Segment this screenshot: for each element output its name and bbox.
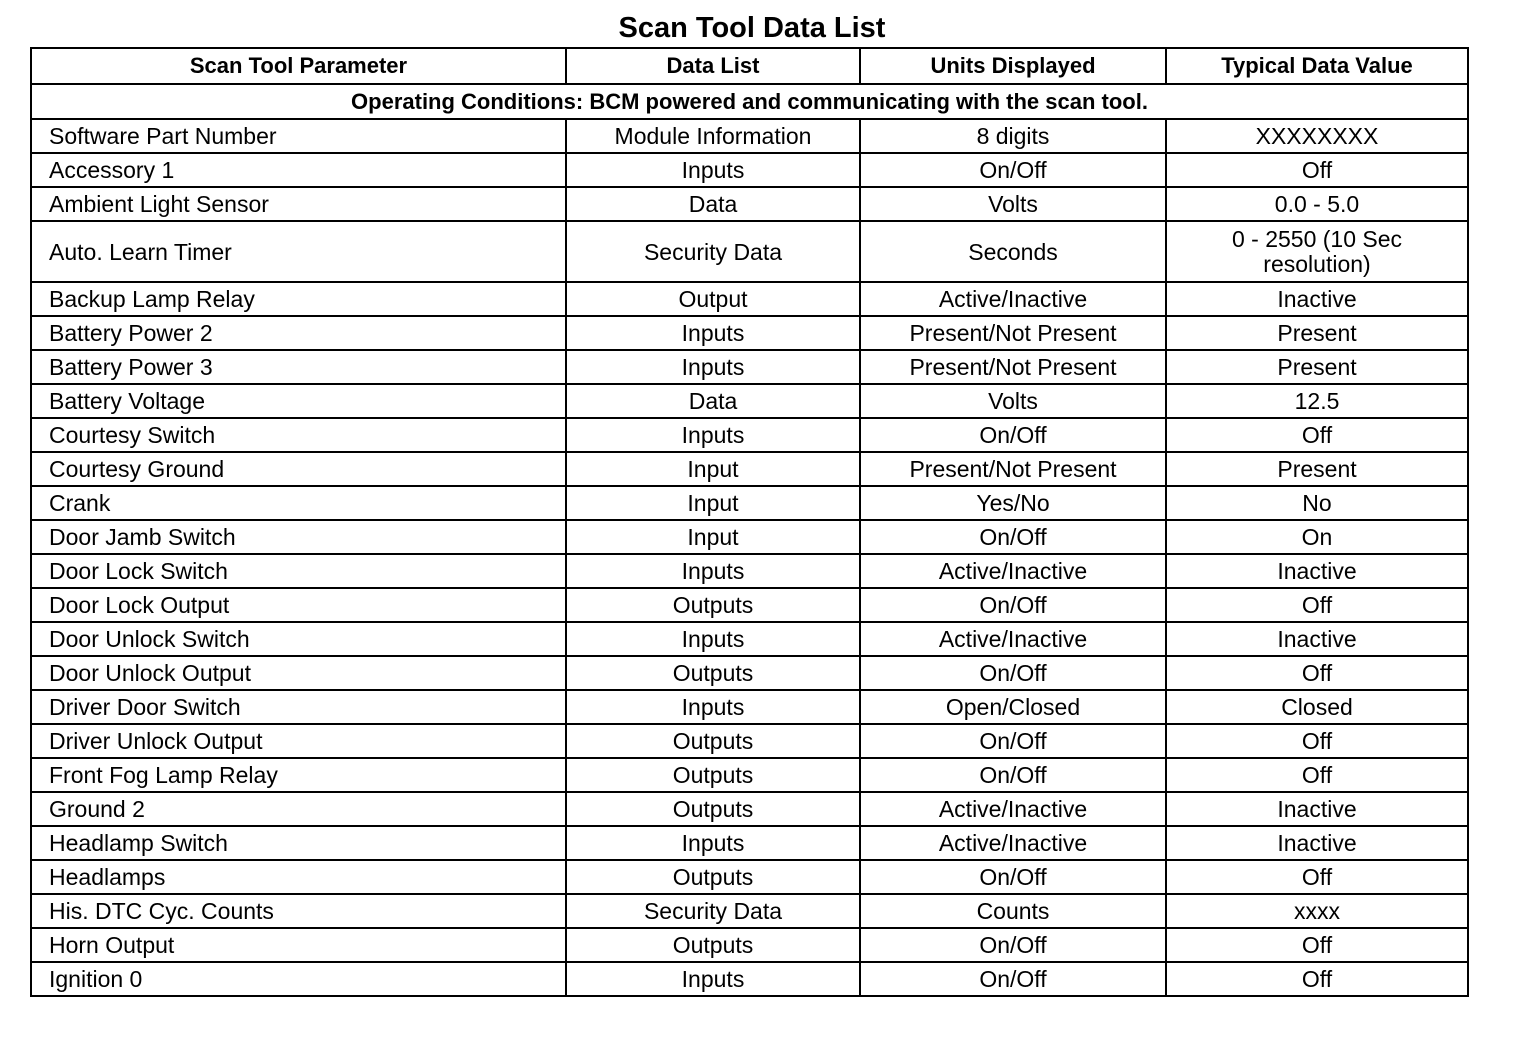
units-cell: On/Off bbox=[860, 656, 1166, 690]
data-list-cell: Output bbox=[566, 282, 860, 316]
data-list-cell: Inputs bbox=[566, 418, 860, 452]
table-row bbox=[31, 690, 1468, 724]
units-cell: Yes/No bbox=[860, 486, 1166, 520]
typical-value-cell: Present bbox=[1166, 316, 1468, 350]
operating-conditions-row bbox=[31, 84, 1468, 119]
data-list-cell: Data bbox=[566, 187, 860, 221]
units-cell: Present/Not Present bbox=[860, 350, 1166, 384]
data-list-cell: Module Information bbox=[566, 119, 860, 153]
data-list-cell: Security Data bbox=[566, 221, 860, 282]
data-list-cell: Outputs bbox=[566, 758, 860, 792]
typical-value-cell: Off bbox=[1166, 588, 1468, 622]
table-row bbox=[31, 486, 1468, 520]
data-list-cell: Security Data bbox=[566, 894, 860, 928]
table-row bbox=[31, 221, 1468, 282]
units-cell: Active/Inactive bbox=[860, 282, 1166, 316]
parameter-cell: Battery Power 2 bbox=[31, 316, 566, 350]
units-cell: On/Off bbox=[860, 928, 1166, 962]
units-cell: On/Off bbox=[860, 520, 1166, 554]
typical-value-cell: Off bbox=[1166, 724, 1468, 758]
data-list-cell: Input bbox=[566, 486, 860, 520]
parameter-cell: Ignition 0 bbox=[31, 962, 566, 996]
data-list-cell: Outputs bbox=[566, 588, 860, 622]
units-cell: Active/Inactive bbox=[860, 554, 1166, 588]
parameter-cell: Accessory 1 bbox=[31, 153, 566, 187]
data-list-cell: Input bbox=[566, 520, 860, 554]
table-row bbox=[31, 119, 1468, 153]
typical-value-cell: No bbox=[1166, 486, 1468, 520]
header-row bbox=[31, 48, 1468, 84]
parameter-cell: Door Unlock Output bbox=[31, 656, 566, 690]
parameter-cell: Battery Power 3 bbox=[31, 350, 566, 384]
data-list-cell: Outputs bbox=[566, 656, 860, 690]
parameter-cell: Door Unlock Switch bbox=[31, 622, 566, 656]
table-row bbox=[31, 153, 1468, 187]
units-cell: Counts bbox=[860, 894, 1166, 928]
parameter-cell: Horn Output bbox=[31, 928, 566, 962]
units-cell: Open/Closed bbox=[860, 690, 1166, 724]
typical-value-cell: Off bbox=[1166, 153, 1468, 187]
units-cell: Seconds bbox=[860, 221, 1166, 282]
units-cell: Volts bbox=[860, 384, 1166, 418]
data-list-cell: Outputs bbox=[566, 724, 860, 758]
units-cell: On/Off bbox=[860, 758, 1166, 792]
table-row bbox=[31, 860, 1468, 894]
typical-value-cell: Present bbox=[1166, 452, 1468, 486]
units-cell: On/Off bbox=[860, 418, 1166, 452]
table-row bbox=[31, 316, 1468, 350]
parameter-cell: Door Jamb Switch bbox=[31, 520, 566, 554]
data-list-cell: Outputs bbox=[566, 792, 860, 826]
typical-value-cell: Present bbox=[1166, 350, 1468, 384]
units-cell: On/Off bbox=[860, 588, 1166, 622]
typical-value-cell: xxxx bbox=[1166, 894, 1468, 928]
typical-value-cell: Off bbox=[1166, 418, 1468, 452]
parameter-cell: Crank bbox=[31, 486, 566, 520]
data-list-cell: Data bbox=[566, 384, 860, 418]
parameter-cell: Headlamp Switch bbox=[31, 826, 566, 860]
units-cell: 8 digits bbox=[860, 119, 1166, 153]
typical-value-cell: Off bbox=[1166, 758, 1468, 792]
column-header-units: Units Displayed bbox=[860, 48, 1166, 84]
table-row bbox=[31, 792, 1468, 826]
table-row bbox=[31, 384, 1468, 418]
units-cell: On/Off bbox=[860, 860, 1166, 894]
typical-value-cell: Off bbox=[1166, 860, 1468, 894]
table-row bbox=[31, 826, 1468, 860]
data-list-cell: Inputs bbox=[566, 554, 860, 588]
typical-value-cell: Inactive bbox=[1166, 622, 1468, 656]
typical-value-cell: Off bbox=[1166, 656, 1468, 690]
column-header-data-list: Data List bbox=[566, 48, 860, 84]
data-list-cell: Inputs bbox=[566, 622, 860, 656]
table-row bbox=[31, 418, 1468, 452]
parameter-cell: Backup Lamp Relay bbox=[31, 282, 566, 316]
typical-value-cell: Off bbox=[1166, 962, 1468, 996]
units-cell: On/Off bbox=[860, 962, 1166, 996]
parameter-cell: Auto. Learn Timer bbox=[31, 221, 566, 282]
parameter-cell: Driver Unlock Output bbox=[31, 724, 566, 758]
parameter-cell: Door Lock Output bbox=[31, 588, 566, 622]
parameter-cell: Door Lock Switch bbox=[31, 554, 566, 588]
units-cell: Active/Inactive bbox=[860, 826, 1166, 860]
units-cell: Active/Inactive bbox=[860, 792, 1166, 826]
typical-value-cell: 0.0 - 5.0 bbox=[1166, 187, 1468, 221]
units-cell: Present/Not Present bbox=[860, 316, 1166, 350]
typical-value-cell: Inactive bbox=[1166, 282, 1468, 316]
parameter-cell: Courtesy Switch bbox=[31, 418, 566, 452]
typical-value-cell: XXXXXXXX bbox=[1166, 119, 1468, 153]
table-row bbox=[31, 350, 1468, 384]
table-row bbox=[31, 758, 1468, 792]
parameter-cell: Battery Voltage bbox=[31, 384, 566, 418]
typical-value-cell: Inactive bbox=[1166, 792, 1468, 826]
units-cell: On/Off bbox=[860, 153, 1166, 187]
parameter-cell: Headlamps bbox=[31, 860, 566, 894]
parameter-cell: His. DTC Cyc. Counts bbox=[31, 894, 566, 928]
typical-value-cell: On bbox=[1166, 520, 1468, 554]
parameter-cell: Driver Door Switch bbox=[31, 690, 566, 724]
table-row bbox=[31, 622, 1468, 656]
table-row bbox=[31, 656, 1468, 690]
data-list-cell: Inputs bbox=[566, 350, 860, 384]
typical-value-cell: 0 - 2550 (10 Sec resolution) bbox=[1166, 221, 1468, 282]
table-row bbox=[31, 452, 1468, 486]
data-list-cell: Outputs bbox=[566, 928, 860, 962]
data-list-cell: Inputs bbox=[566, 962, 860, 996]
operating-conditions: Operating Conditions: BCM powered and communicating with the scan tool. bbox=[31, 84, 1468, 119]
data-list-cell: Input bbox=[566, 452, 860, 486]
data-list-cell: Inputs bbox=[566, 826, 860, 860]
table-row bbox=[31, 588, 1468, 622]
table-row bbox=[31, 554, 1468, 588]
column-header-typical-value: Typical Data Value bbox=[1166, 48, 1468, 84]
units-cell: Volts bbox=[860, 187, 1166, 221]
table-row bbox=[31, 894, 1468, 928]
scan-tool-data-table bbox=[30, 47, 1469, 997]
typical-value-cell: 12.5 bbox=[1166, 384, 1468, 418]
typical-value-cell: Closed bbox=[1166, 690, 1468, 724]
typical-value-cell: Inactive bbox=[1166, 826, 1468, 860]
column-header-parameter: Scan Tool Parameter bbox=[31, 48, 566, 84]
table-row bbox=[31, 520, 1468, 554]
table-row bbox=[31, 187, 1468, 221]
data-list-cell: Outputs bbox=[566, 860, 860, 894]
parameter-cell: Front Fog Lamp Relay bbox=[31, 758, 566, 792]
units-cell: Present/Not Present bbox=[860, 452, 1166, 486]
page-title: Scan Tool Data List bbox=[618, 12, 886, 44]
data-list-cell: Inputs bbox=[566, 153, 860, 187]
units-cell: Active/Inactive bbox=[860, 622, 1166, 656]
parameter-cell: Ground 2 bbox=[31, 792, 566, 826]
typical-value-cell: Off bbox=[1166, 928, 1468, 962]
table-row bbox=[31, 962, 1468, 996]
table-row bbox=[31, 724, 1468, 758]
data-list-cell: Inputs bbox=[566, 690, 860, 724]
units-cell: On/Off bbox=[860, 724, 1166, 758]
parameter-cell: Software Part Number bbox=[31, 119, 566, 153]
parameter-cell: Ambient Light Sensor bbox=[31, 187, 566, 221]
parameter-cell: Courtesy Ground bbox=[31, 452, 566, 486]
data-list-cell: Inputs bbox=[566, 316, 860, 350]
table-row bbox=[31, 928, 1468, 962]
table-row bbox=[31, 282, 1468, 316]
typical-value-cell: Inactive bbox=[1166, 554, 1468, 588]
